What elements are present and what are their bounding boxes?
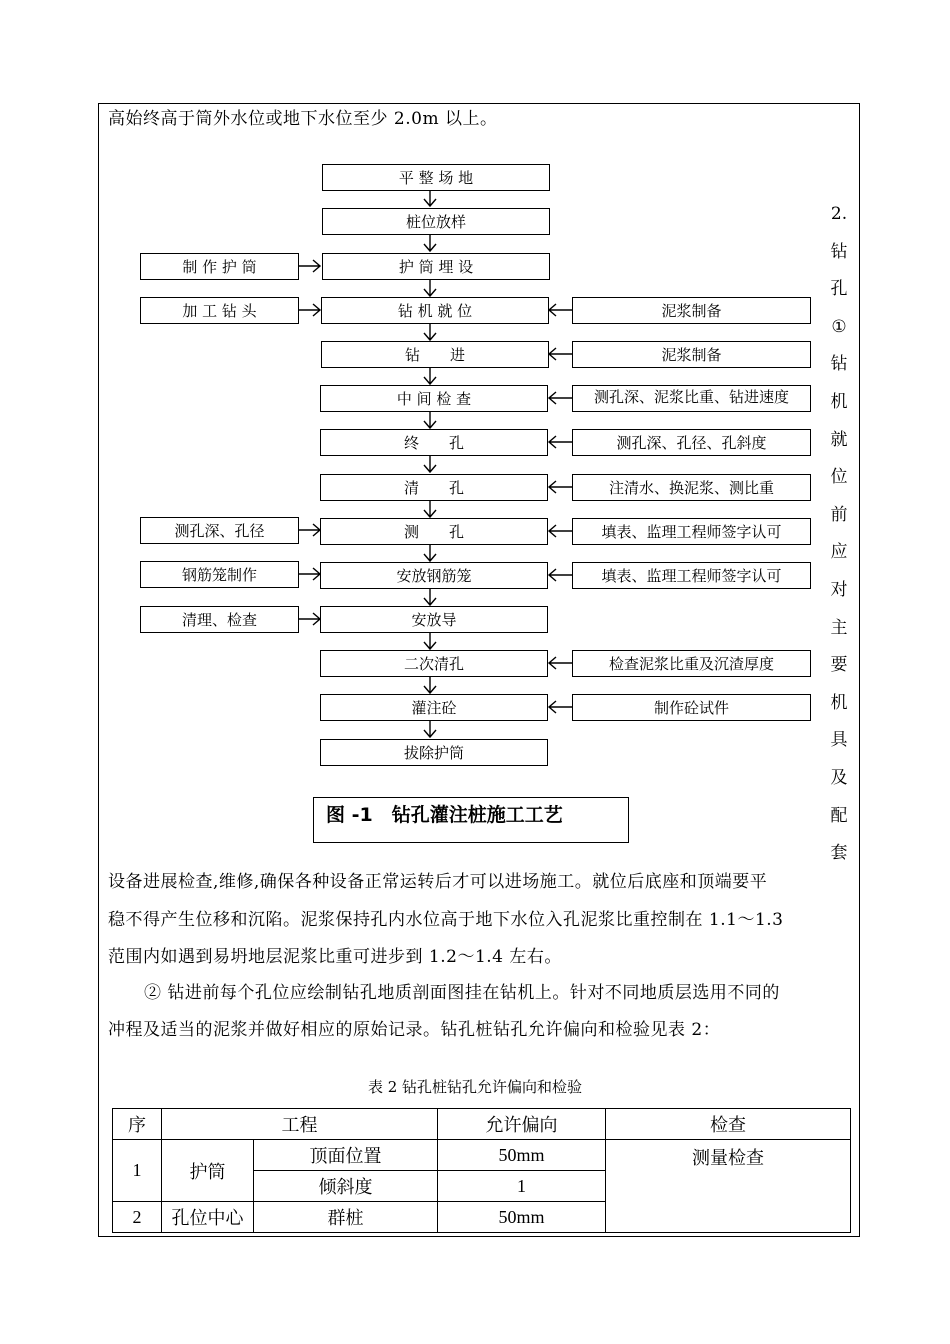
flow-right-slurry-1: 泥浆制备 (572, 297, 811, 324)
flow-right-test-specimen: 制作砼试件 (572, 694, 811, 721)
table-cell-tolerance: 50mm (438, 1202, 606, 1233)
flow-step-remove-casing: 拔除护筒 (320, 739, 548, 766)
flow-step-bury-casing: 护 筒 埋 设 (322, 253, 550, 280)
flow-step-place-cage: 安放钢筋笼 (320, 562, 548, 589)
table-title: 表 2 钻孔桩钻孔允许偏向和检验 (367, 1078, 583, 1096)
table-header: 序 (113, 1109, 162, 1140)
side-char: 机 (830, 692, 848, 713)
flow-step-pile-layout: 桩位放样 (322, 208, 550, 235)
intro-line: 高始终高于筒外水位或地下水位至少 2.0m 以上。 (108, 109, 498, 129)
flow-step-second-clean: 二次清孔 (320, 650, 548, 677)
body-line-4: ② 钻进前每个孔位应绘制钻孔地质剖面图挂在钻机上。针对不同地质层选用不同的 (144, 983, 780, 1003)
flow-step-drilling: 钻 进 (321, 341, 549, 368)
flow-step-midway-check: 中 间 检 查 (320, 385, 548, 412)
flow-right-midway-measures: 测孔深、泥浆比重、钻进速度 (572, 385, 811, 412)
tolerance-table (112, 1108, 851, 1233)
side-char: 套 (830, 843, 848, 864)
table-header: 工程 (162, 1109, 438, 1140)
side-char: 要 (830, 655, 848, 676)
side-char: 应 (830, 542, 848, 563)
body-line-5: 冲程及适当的泥浆并做好相应的原始记录。钻孔桩钻孔允许偏向和检验见表 2： (108, 1020, 721, 1040)
table-cell-group: 孔位中心 (162, 1202, 254, 1233)
side-vertical-text (829, 196, 849, 873)
flow-right-slurry-2: 泥浆制备 (572, 341, 811, 368)
flow-step-place-tremie: 安放导 (320, 606, 548, 633)
side-char: 位 (830, 467, 848, 488)
flow-right-final-measures: 测孔深、孔径、孔斜度 (572, 429, 811, 456)
side-char: 就 (830, 429, 848, 450)
figure-caption: 图 -1 钻孔灌注桩施工工艺 (313, 797, 629, 843)
side-char: 机 (830, 391, 848, 412)
flow-left-make-bit: 加 工 钻 头 (140, 297, 299, 324)
side-char: 及 (830, 767, 848, 788)
flow-step-final-hole: 终 孔 (320, 429, 548, 456)
table-header-row (113, 1109, 851, 1140)
flow-left-clean-check: 清理、检查 (140, 606, 299, 633)
side-char: 钻 (830, 241, 848, 262)
table-cell-tolerance: 50mm (438, 1140, 606, 1171)
body-line-2: 稳不得产生位移和沉陷。泥浆保持孔内水位高于地下水位入孔泥浆比重控制在 1.1～1.3 (108, 910, 784, 930)
body-line-3: 范围内如遇到易坍地层泥浆比重可进步到 1.2～1.4 左右。 (108, 947, 562, 967)
flow-right-sign-off-1: 填表、监理工程师签字认可 (572, 518, 811, 545)
flow-step-pour-concrete: 灌注砼 (320, 694, 548, 721)
flow-right-clean-measures: 注清水、换泥浆、测比重 (572, 474, 811, 501)
side-char: ① (831, 316, 847, 337)
table-row (113, 1140, 851, 1171)
flow-step-measure-hole: 测 孔 (320, 518, 548, 545)
table-cell-tolerance: 1 (438, 1171, 606, 1202)
flow-step-clean-hole: 清 孔 (320, 474, 548, 501)
flow-right-sediment-check: 检查泥浆比重及沉渣厚度 (572, 650, 811, 677)
side-char: 主 (830, 617, 848, 638)
table-cell-check: 测量检查 (606, 1140, 851, 1233)
flow-right-sign-off-2: 填表、监理工程师签字认可 (572, 562, 811, 589)
flow-left-cage-making: 钢筋笼制作 (140, 561, 299, 588)
side-char: 孔 (830, 279, 848, 300)
table-cell-item: 倾斜度 (254, 1171, 438, 1202)
table-cell-no: 2 (113, 1202, 162, 1233)
side-char: 2. (830, 204, 848, 224)
table-cell-item: 群桩 (254, 1202, 438, 1233)
table-header: 允许偏向 (438, 1109, 606, 1140)
side-char: 具 (830, 730, 848, 751)
table-header: 检查 (606, 1109, 851, 1140)
flow-left-measure: 测孔深、孔径 (140, 517, 299, 544)
side-char: 前 (830, 504, 848, 525)
side-char: 钻 (830, 354, 848, 375)
flow-left-make-casing: 制 作 护 筒 (140, 253, 299, 280)
table-cell-no: 1 (113, 1140, 162, 1202)
flow-step-level-site: 平 整 场 地 (322, 164, 550, 191)
side-char: 配 (830, 805, 848, 826)
body-line-1: 设备进展检查,维修,确保各种设备正常运转后才可以进场施工。就位后底座和顶端要平 (108, 872, 768, 892)
flow-step-position-rig: 钻 机 就 位 (321, 297, 549, 324)
table-cell-group: 护筒 (162, 1140, 254, 1202)
table-cell-item: 顶面位置 (254, 1140, 438, 1171)
side-char: 对 (830, 579, 848, 600)
